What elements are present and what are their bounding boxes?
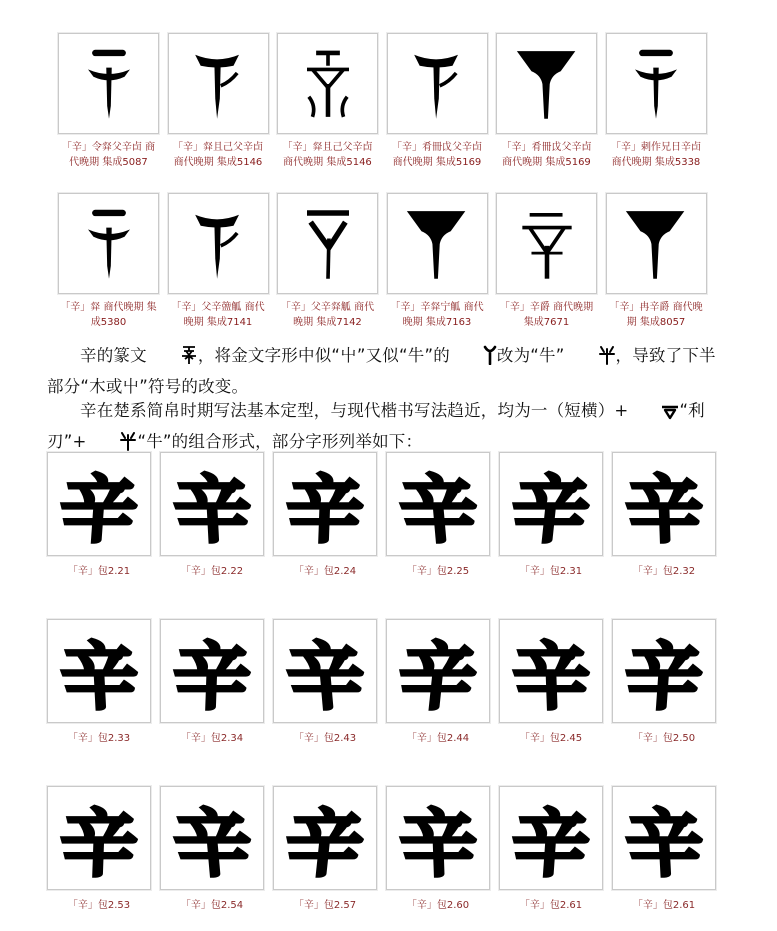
bamboo-card: [273, 619, 377, 746]
bronze-glyph-image: [58, 193, 159, 294]
paragraph-chu-script: [47, 397, 727, 459]
bamboo-card: [499, 786, 603, 913]
bamboo-caption: 「辛」包2.50: [632, 733, 696, 744]
bamboo-card: [612, 452, 716, 579]
bamboo-glyph: 辛: [284, 466, 366, 554]
bamboo-glyph: 辛: [169, 800, 256, 888]
bamboo-caption: 「辛」包2.25: [406, 566, 470, 577]
bamboo-glyph: 辛: [58, 800, 140, 888]
bronze-caption: 「辛」父辛䀇觚 商代晚期 集成7141: [171, 302, 265, 328]
bronze-glyph-image: [277, 33, 378, 134]
bamboo-glyph-image: [386, 619, 490, 723]
bamboo-caption: 「辛」包2.44: [406, 733, 470, 744]
bronze-glyph-image: [58, 33, 159, 134]
bronze-glyph-image: [277, 193, 378, 294]
bamboo-glyph: 辛: [171, 633, 253, 721]
bamboo-glyph: 辛: [56, 466, 141, 554]
bamboo-glyph: 辛: [58, 633, 141, 721]
bamboo-glyph-image: [612, 786, 716, 890]
bronze-card: [606, 33, 707, 170]
p1-text-3: 改为“牛”: [496, 346, 565, 365]
bamboo-glyph-image: [386, 452, 490, 556]
bronze-caption: 「辛」父辛𠭘觚 商代晚期 集成7142: [280, 302, 375, 328]
bamboo-glyph: 辛: [395, 466, 482, 554]
bamboo-card: [386, 786, 490, 913]
bamboo-caption: 「辛」包2.61: [632, 900, 696, 911]
bronze-glyph-image: [496, 193, 597, 294]
bamboo-glyph: 辛: [397, 800, 479, 888]
bamboo-caption: 「辛」包2.21: [67, 566, 131, 577]
bamboo-glyph-image: [386, 786, 490, 890]
bronze-glyph-image: [496, 33, 597, 134]
paragraph-seal-script: [47, 342, 727, 400]
bronze-caption: 「辛」𠭘 商代晚期 集成5380: [60, 302, 157, 328]
bamboo-glyph-image: [160, 619, 264, 723]
bronze-card: [58, 33, 159, 170]
bronze-caption: 「辛」令𠭘父辛卣 商代晚期 集成5087: [61, 142, 156, 168]
p2-text-1: 辛在楚系简帛时期写法基本定型，与现代楷书写法趋近，均为一（短横）+: [80, 401, 629, 420]
bamboo-card: [386, 619, 490, 746]
bronze-card: [496, 33, 597, 170]
bronze-caption: 「辛」剌作兄日辛卣 商代晚期 集成5338: [611, 142, 701, 168]
bronze-card: [606, 193, 707, 330]
p2-text-3: “牛”的组合形式，部分字形列举如下：: [137, 432, 423, 451]
bamboo-caption: 「辛」包2.45: [519, 733, 583, 744]
bamboo-caption: 「辛」包2.32: [632, 566, 696, 577]
bamboo-glyph-image: [499, 786, 603, 890]
bamboo-card: [273, 786, 377, 913]
bronze-caption: 「辛」冉辛爵 商代晚期 集成8057: [609, 302, 703, 328]
bronze-card: [168, 193, 269, 330]
bamboo-glyph-image: [499, 619, 603, 723]
bronze-card: [387, 33, 488, 170]
bamboo-glyph-image: [160, 452, 264, 556]
bamboo-card: [612, 619, 716, 746]
bamboo-card: [47, 452, 151, 579]
bamboo-card: [499, 452, 603, 579]
bronze-glyph-image: [387, 33, 488, 134]
bamboo-card: [499, 619, 603, 746]
bamboo-row-3: [47, 786, 716, 913]
bamboo-glyph: 辛: [623, 466, 705, 554]
bamboo-card: [160, 619, 264, 746]
bamboo-glyph: 辛: [510, 633, 592, 721]
bronze-caption: 「辛」肴冊戉父辛卣 商代晚期 集成5169: [392, 142, 482, 168]
bronze-glyph-image: [606, 33, 707, 134]
bronze-glyph-image: [168, 193, 269, 294]
bamboo-caption: 「辛」包2.33: [67, 733, 131, 744]
bronze-card: [277, 193, 378, 330]
bamboo-caption: 「辛」包2.24: [293, 566, 357, 577]
bamboo-glyph: 辛: [621, 633, 706, 721]
bamboo-glyph: 辛: [171, 466, 254, 554]
bamboo-card: [160, 786, 264, 913]
bronze-card: [387, 193, 488, 330]
bronze-caption: 「辛」辛𠭘宁觚 商代晚期 集成7163: [390, 302, 484, 328]
bamboo-glyph: 辛: [508, 800, 593, 888]
bamboo-glyph-image: [47, 786, 151, 890]
bamboo-glyph: 辛: [282, 633, 369, 721]
bronze-row-2: [58, 193, 707, 330]
bronze-row-1: [58, 33, 707, 170]
bronze-glyph-image: [168, 33, 269, 134]
bamboo-card: [47, 619, 151, 746]
bamboo-caption: 「辛」包2.60: [406, 900, 470, 911]
seal-glyph-icon: [147, 345, 198, 373]
bamboo-caption: 「辛」包2.57: [293, 900, 357, 911]
bamboo-glyph-image: [273, 786, 377, 890]
bronze-card: [277, 33, 378, 170]
bamboo-caption: 「辛」包2.53: [67, 900, 131, 911]
bamboo-row-2: [47, 619, 716, 746]
bamboo-glyph-image: [612, 452, 716, 556]
bamboo-caption: 「辛」包2.22: [180, 566, 244, 577]
bamboo-glyph-image: [47, 619, 151, 723]
bronze-glyph-image: [606, 193, 707, 294]
bronze-caption: 「辛」辛爵 商代晚期 集成7671: [499, 302, 594, 328]
bamboo-caption: 「辛」包2.61: [519, 900, 583, 911]
p2-text-2: “利刃”+: [47, 401, 705, 451]
bamboo-caption: 「辛」包2.31: [519, 566, 583, 577]
bamboo-glyph-image: [47, 452, 151, 556]
bamboo-glyph-image: [273, 452, 377, 556]
bamboo-caption: 「辛」包2.34: [180, 733, 244, 744]
bamboo-glyph: 辛: [623, 800, 706, 888]
p1-text-1: 辛的篆文: [80, 346, 147, 365]
bronze-caption: 「辛」肴冊戉父辛卣 商代晚期 集成5169: [501, 142, 592, 168]
bronze-card: [496, 193, 597, 330]
bamboo-card: [47, 786, 151, 913]
bamboo-glyph-image: [160, 786, 264, 890]
bronze-card: [168, 33, 269, 170]
bronze-card: [58, 193, 159, 330]
bamboo-card: [160, 452, 264, 579]
ox-glyph-icon: [565, 345, 616, 373]
p1-text-2: ，将金文字形中似“屮”又似“牛”的: [197, 346, 450, 365]
bamboo-card: [386, 452, 490, 579]
sprout-glyph-icon: [450, 345, 497, 373]
bamboo-glyph: 辛: [280, 800, 368, 888]
blade-glyph-icon: [628, 401, 679, 428]
bamboo-glyph-image: [499, 452, 603, 556]
bamboo-glyph: 辛: [506, 466, 594, 554]
p1-text-4: ，导致了下半部分“木或屮”符号的改变。: [47, 346, 716, 396]
bamboo-caption: 「辛」包2.54: [180, 900, 244, 911]
bamboo-glyph-image: [273, 619, 377, 723]
bronze-glyph-image: [387, 193, 488, 294]
bamboo-glyph: 辛: [393, 633, 481, 721]
bamboo-card: [612, 786, 716, 913]
bronze-caption: 「辛」𠭘且己父辛卣 商代晚期 集成5146: [173, 142, 263, 168]
bamboo-glyph-image: [612, 619, 716, 723]
bamboo-card: [273, 452, 377, 579]
bamboo-row-1: [47, 452, 716, 579]
bamboo-caption: 「辛」包2.43: [293, 733, 357, 744]
bronze-caption: 「辛」𠭘且己父辛卣 商代晚期 集成5146: [282, 142, 373, 168]
